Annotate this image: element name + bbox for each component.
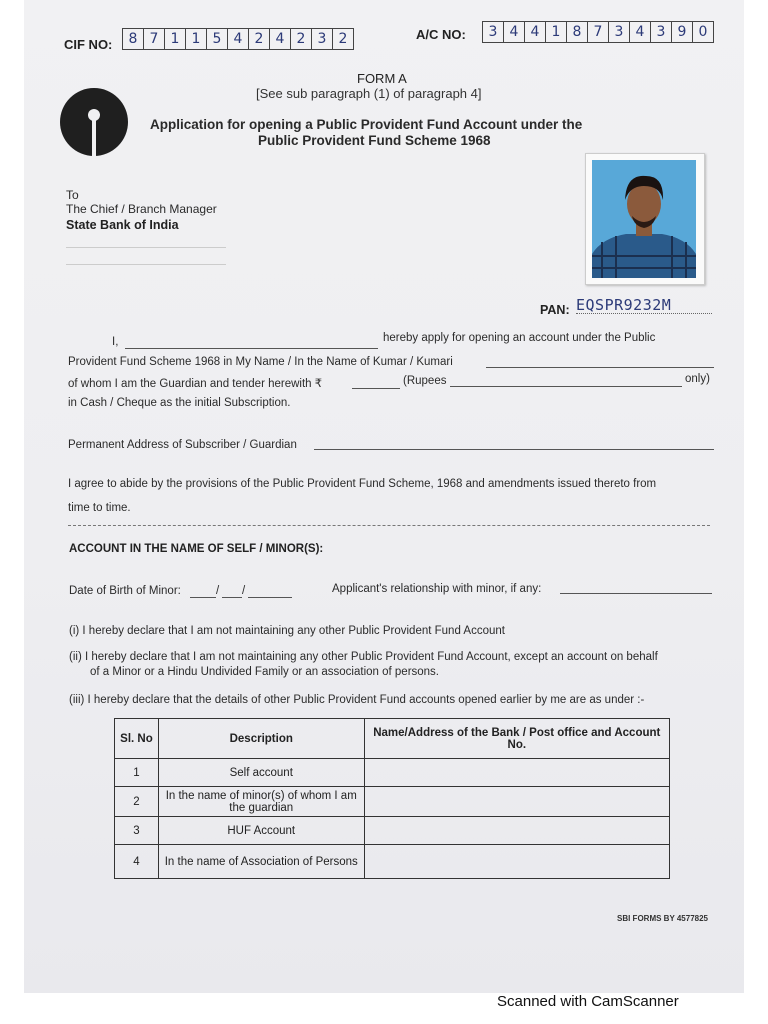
cif-digit-box: 7	[143, 28, 165, 50]
addressee-line1: The Chief / Branch Manager	[66, 202, 217, 216]
declaration-2a: (ii) I hereby declare that I am not maintaining any other Public Provident Fund Account, except an account on behalf	[69, 651, 658, 663]
section-divider	[68, 525, 710, 526]
declaration-2b: of a Minor or a Hindu Undivided Family or an association of persons.	[90, 666, 440, 678]
apply-text: hereby apply for opening an account under the Public	[383, 332, 656, 344]
account-digit-box: 9	[671, 21, 693, 43]
account-digit-box: 3	[650, 21, 672, 43]
relationship-label: Applicant's relationship with minor, if any:	[332, 583, 542, 595]
account-number-label: A/C NO:	[416, 27, 466, 42]
account-digit-box: 1	[545, 21, 567, 43]
cif-digit-box: 8	[122, 28, 144, 50]
cif-digit-box: 3	[311, 28, 333, 50]
sbi-logo-icon	[59, 87, 129, 157]
form-title: FORM A	[357, 71, 407, 86]
form-heading-line2: Public Provident Fund Scheme 1968	[258, 133, 491, 148]
table-row	[115, 787, 670, 817]
row-bank-cell[interactable]	[364, 845, 669, 879]
table-row	[115, 845, 670, 879]
dob-year-field[interactable]	[248, 597, 292, 598]
form-subtitle: [See sub paragraph (1) of paragraph 4]	[256, 86, 482, 101]
account-digit-box: 3	[608, 21, 630, 43]
minor-name-field[interactable]	[486, 367, 714, 368]
cif-digit-box: 2	[290, 28, 312, 50]
row-number: 2	[115, 787, 159, 817]
row-bank-cell[interactable]	[364, 759, 669, 787]
row-bank-cell[interactable]	[364, 817, 669, 845]
ppf-accounts-table	[114, 718, 670, 879]
body-line4: in Cash / Cheque as the initial Subscription.	[68, 397, 291, 409]
row-description: Self account	[158, 759, 364, 787]
row-description: In the name of minor(s) of whom I am the guardian	[158, 787, 364, 817]
table-row	[115, 817, 670, 845]
form-code: SBI FORMS BY 4577825	[617, 914, 709, 923]
declaration-3: (iii) I hereby declare that the details of other Public Provident Fund accounts opened earlier by me are as under :-	[69, 694, 645, 706]
row-number: 3	[115, 817, 159, 845]
row-number: 4	[115, 845, 159, 879]
row-number: 1	[115, 759, 159, 787]
agree-line1: I agree to abide by the provisions of the Public Provident Fund Scheme, 1968 and amendments issued thereto from	[68, 478, 657, 490]
addressee-line2: State Bank of India	[66, 218, 179, 232]
cif-digit-box: 2	[332, 28, 354, 50]
dob-minor-label: Date of Birth of Minor:	[69, 585, 181, 597]
dob-month-field[interactable]	[222, 597, 242, 598]
row-bank-cell[interactable]	[364, 787, 669, 817]
cif-digit-box: 4	[269, 28, 291, 50]
dob-day-field[interactable]	[190, 597, 216, 598]
relationship-field[interactable]	[560, 593, 712, 594]
account-digit-box: 8	[566, 21, 588, 43]
applicant-photo	[585, 153, 705, 285]
camscanner-watermark: Scanned with CamScanner	[497, 993, 679, 1010]
body-line2: Provident Fund Scheme 1968 in My Name / In the Name of Kumar / Kumari	[68, 356, 453, 368]
address-blank-line	[66, 264, 226, 265]
account-digit-box: 0	[692, 21, 714, 43]
body-line3c: only)	[685, 373, 710, 385]
agree-line2: time to time.	[68, 502, 131, 514]
declaration-1: (i) I hereby declare that I am not maintaining any other Public Provident Fund Account	[69, 625, 505, 637]
amount-words-field[interactable]	[450, 386, 682, 387]
amount-field[interactable]	[352, 388, 400, 389]
cif-number-boxes	[122, 28, 353, 50]
address-field[interactable]	[314, 449, 714, 450]
body-line3a: of whom I am the Guardian and tender herewith ₹	[68, 378, 323, 390]
account-digit-box: 7	[587, 21, 609, 43]
applicant-name-field[interactable]	[125, 348, 378, 349]
form-heading-line1: Application for opening a Public Provident Fund Account under the	[150, 117, 583, 132]
table-row	[115, 759, 670, 787]
cif-digit-box: 1	[185, 28, 207, 50]
row-description: HUF Account	[158, 817, 364, 845]
pan-dotted-line	[576, 313, 712, 314]
body-line3b: (Rupees	[403, 375, 447, 387]
column-header-sl-no: Sl. No	[115, 719, 159, 759]
person-photo-icon	[592, 160, 696, 278]
account-digit-box: 4	[503, 21, 525, 43]
cif-label: CIF NO:	[64, 37, 113, 52]
applicant-i-label: I,	[112, 336, 119, 348]
address-blank-line	[66, 247, 226, 248]
cif-digit-box: 1	[164, 28, 186, 50]
cif-digit-box: 5	[206, 28, 228, 50]
pan-value: EQSPR9232M	[576, 296, 672, 314]
cif-digit-box: 4	[227, 28, 249, 50]
account-digit-box: 3	[482, 21, 504, 43]
addressee-to: To	[66, 188, 79, 202]
account-number-boxes	[482, 21, 713, 43]
pan-label: PAN:	[540, 303, 570, 317]
column-header-description: Description	[158, 719, 364, 759]
account-digit-box: 4	[524, 21, 546, 43]
column-header-bank: Name/Address of the Bank / Post office and Account No.	[364, 719, 669, 759]
cif-digit-box: 2	[248, 28, 270, 50]
account-section-heading: ACCOUNT IN THE NAME OF SELF / MINOR(S):	[69, 543, 324, 555]
table-header-row	[115, 719, 670, 759]
account-digit-box: 4	[629, 21, 651, 43]
address-label: Permanent Address of Subscriber / Guardian	[68, 439, 297, 451]
row-description: In the name of Association of Persons	[158, 845, 364, 879]
